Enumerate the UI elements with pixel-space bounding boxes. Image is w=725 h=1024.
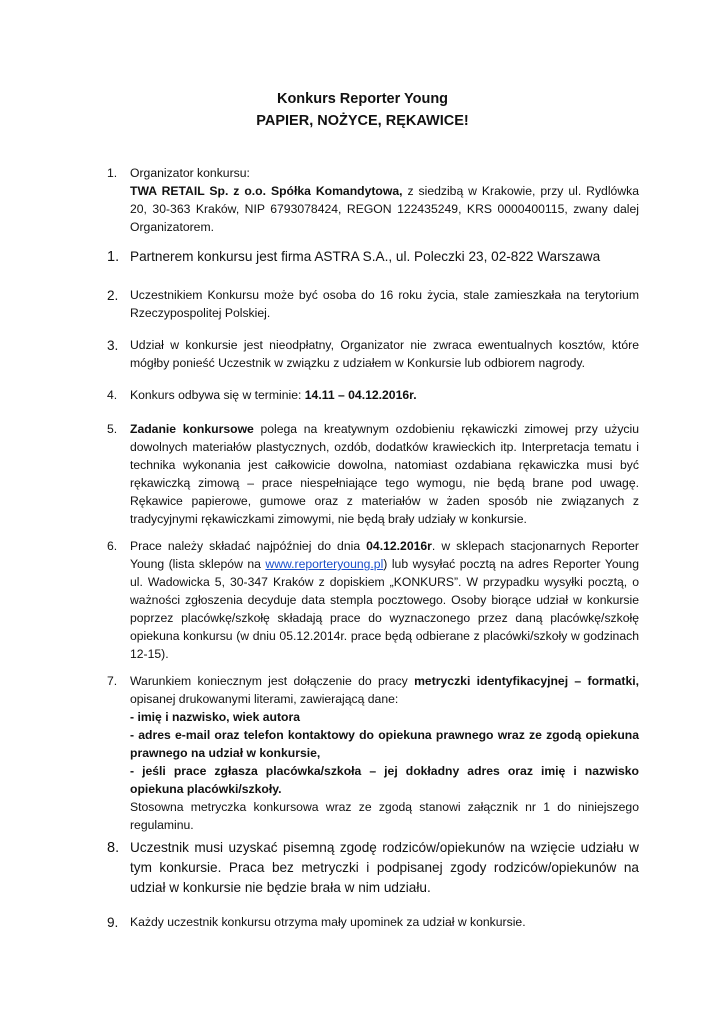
item-number: 2. bbox=[107, 288, 119, 303]
requirement-bullet: - adres e-mail oraz telefon kontaktowy do opiekuna prawnego wraz ze zgodą opiekuna prawnego na udział w konkursie, bbox=[130, 728, 639, 760]
item-text: Konkurs odbywa się w terminie: 14.11 – 04.12.2016r. bbox=[130, 388, 417, 402]
list-item-consent bbox=[107, 838, 639, 898]
item-number: 4. bbox=[107, 388, 118, 402]
item-text: Uczestnik musi uzyskać pisemną zgodę rodziców/opiekunów na wzięcie udziału w tym konkursie. Praca bez metryczki i podpisanej zgody rodziców/opiekunów na udział w konkursie nie będzie brała w nim udziału. bbox=[130, 840, 639, 895]
contest-dates: 14.11 – 04.12.2016r. bbox=[304, 388, 417, 402]
requirement-bullet: - jeśli prace zgłasza placówka/szkoła – jej dokładny adres oraz imię i nazwisko opiekuna placówki/szkoły. bbox=[130, 764, 639, 796]
organizer-name: TWA RETAIL Sp. z o.o. Spółka Komandytowa, bbox=[130, 184, 403, 198]
item-text: Prace należy składać najpóźniej do dnia 04.12.2016r. w sklepach stacjonarnych Reporter Young (lista sklepów na www.reporteryoung.pl) lub wysyłać pocztą na adres Reporter Young ul. Wadowicka 5, 30-347 Kraków z dopiskiem „KONKURS”. W przypadku wysyłki pocztą, o ważności zgłoszenia decyduje data stempla pocztowego. Osoby biorące udział w konkursie poprzez placówkę/szkołę składają prace do wyznaczonego przez daną placówkę/szkołę opiekuna konkursu (w dniu 05.12.2014r. prace będą odbierane z placówki/szkoły w godzinach 12-15). bbox=[130, 539, 639, 661]
item-number: 1. bbox=[107, 166, 118, 180]
doc-subtitle: PAPIER, NOŻYCE, RĘKAWICE! bbox=[256, 113, 469, 129]
list-item-partner bbox=[107, 247, 639, 267]
list-item-metryczka bbox=[107, 672, 639, 834]
item-text: Stosowna metryczka konkursowa wraz ze zgodą stanowi załącznik nr 1 do niniejszego regulaminu. bbox=[130, 800, 639, 832]
list-item-task bbox=[107, 420, 639, 528]
item-text: Każdy uczestnik konkursu otrzyma mały upominek za udział w konkursie. bbox=[130, 915, 526, 929]
item-number: 8. bbox=[107, 840, 120, 856]
item-text: TWA RETAIL Sp. z o.o. Spółka Komandytowa, z siedzibą w Krakowie, przy ul. Rydlówka 20, 30-363 Kraków, NIP 6793078424, REGON 122435249, KRS 0000400115, zwany dalej Organizatorem. bbox=[130, 184, 639, 234]
item-number: 1. bbox=[107, 249, 120, 265]
requirement-bullet: - imię i nazwisko, wiek autora bbox=[130, 710, 301, 724]
item-text: Uczestnikiem Konkursu może być osoba do 16 roku życia, stale zamieszkała na terytorium Rzeczypospolitej Polskiej. bbox=[130, 288, 639, 320]
list-item-fee bbox=[107, 336, 639, 372]
item-number: 9. bbox=[107, 915, 119, 930]
item-text: Zadanie konkursowe polega na kreatywnym ozdobieniu rękawiczki zimowej przy użyciu dowolnych materiałów plastycznych, ozdób, dodatków krawieckich itp. Interpretacja tematu i technika wykonania jest całkowicie dowolna, natomiast ozdabiana rękawiczka musi być rękawiczką zimową – prace niespełniające tego wymogu, nie będą brane pod uwagę. Rękawice papierowe, gumowe oraz z materiałów w żaden sposób nie związanych z tradycyjnymi rękawiczkami zimowymi, nie będą brały udziały w konkursie. bbox=[130, 422, 639, 526]
list-item-dates bbox=[107, 386, 639, 404]
item-text: Udział w konkursie jest nieodpłatny, Organizator nie zwraca ewentualnych kosztów, które mógłby ponieść Uczestnik w związku z udziałem w Konkursie lub odbiorem nagrody. bbox=[130, 338, 639, 370]
item-number: 6. bbox=[107, 539, 118, 553]
item-text: Warunkiem koniecznym jest dołączenie do pracy metryczki identyfikacyjnej – formatki, opisanej drukowanymi literami, zawierającą dane: bbox=[130, 674, 639, 706]
item-text: Organizator konkursu: bbox=[130, 166, 250, 180]
list-item-participant bbox=[107, 286, 639, 322]
reporteryoung-link[interactable]: www.reporteryoung.pl bbox=[265, 557, 384, 571]
item-number: 7. bbox=[107, 674, 118, 688]
list-item-organizer bbox=[107, 164, 639, 236]
list-item-gift bbox=[107, 913, 639, 931]
item-number: 3. bbox=[107, 338, 119, 353]
item-number: 5. bbox=[107, 422, 118, 436]
list-item-submission bbox=[107, 537, 639, 663]
doc-title: Konkurs Reporter Young bbox=[276, 91, 449, 107]
item-text: Partnerem konkursu jest firma ASTRA S.A., ul. Poleczki 23, 02-822 Warszawa bbox=[130, 249, 601, 264]
